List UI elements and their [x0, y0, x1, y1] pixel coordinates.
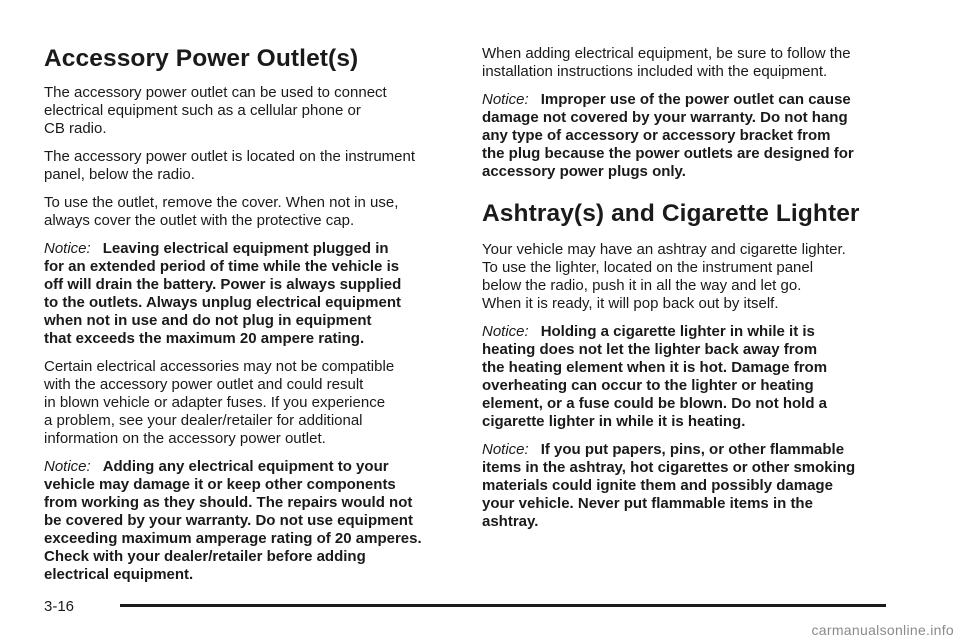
left-column [44, 0, 456, 594]
page-footer [44, 596, 888, 618]
notice-improper-use [482, 91, 894, 181]
notice-label: Notice: [44, 458, 91, 475]
notice-label: Notice: [482, 91, 529, 108]
right-column [482, 0, 894, 541]
notice-text: Improper use of the power outlet can cause damage not covered by your warranty. Do not hang any type of accessory or accessory bracket from the plug because the power outlets are designed for accessory power plugs only. [482, 91, 854, 180]
notice-unplug-equipment [44, 240, 456, 348]
notice-label: Notice: [482, 323, 529, 340]
notice-text: Leaving electrical equipment plugged in for an extended period of time while the vehicle is off will drain the battery. Power is always supplied to the outlets. Always unplug electrical equipment when not in use and do not plug in equipment that exceeds the maximum 20 ampere rating. [44, 240, 402, 347]
notice-flammable-items [482, 441, 894, 531]
section-heading-ashtray-lighter: Ashtray(s) and Cigarette Lighter [482, 200, 860, 227]
paragraph-lighter-usage: Your vehicle may have an ashtray and cigarette lighter. To use the lighter, located on the instrument panel below the radio, push it in all the way and let go. When it is ready, it will pop back out by itself. [482, 241, 846, 312]
paragraph-compatibility: Certain electrical accessories may not be compatible with the accessory power outlet and could result in blown vehicle or adapter fuses. If you experience a problem, see your dealer/retailer for additional information on the accessory power outlet. [44, 358, 395, 447]
watermark: carmanualsonline.info [811, 622, 954, 638]
notice-text: Holding a cigarette lighter in while it is heating does not let the lighter back away from the heating element when it is hot. Damage from overheating can occur to the lighter or heating element, or a fuse could be blown. Do not hold a cigarette lighter in while it is heating. [482, 323, 828, 430]
paragraph-installation-instructions: When adding electrical equipment, be sure to follow the installation instructions included with the equipment. [482, 45, 851, 80]
notice-text: If you put papers, pins, or other flammable items in the ashtray, hot cigarettes or other smoking materials could ignite them and possibly damage your vehicle. Never put flammable items in the ashtray. [482, 441, 856, 530]
notice-adding-equipment [44, 458, 456, 584]
paragraph-outlet-purpose: The accessory power outlet can be used to connect electrical equipment such as a cellular phone or CB radio. [44, 84, 387, 137]
notice-holding-lighter [482, 323, 894, 431]
notice-text: Adding any electrical equipment to your vehicle may damage it or keep other components from working as they should. The repairs would not be covered by your warranty. Do not use equipment exceeding maximum amperage rating of 20 amperes. Check with your dealer/retailer before adding electrical equipment. [44, 458, 422, 583]
footer-rule [120, 604, 886, 607]
paragraph-outlet-location: The accessory power outlet is located on the instrument panel, below the radio. [44, 148, 416, 183]
section-heading-accessory-power-outlet: Accessory Power Outlet(s) [44, 45, 359, 72]
page-number: 3-16 [44, 598, 75, 615]
paragraph-outlet-usage: To use the outlet, remove the cover. When not in use, always cover the outlet with the protective cap. [44, 194, 399, 229]
notice-label: Notice: [44, 240, 91, 257]
notice-label: Notice: [482, 441, 529, 458]
